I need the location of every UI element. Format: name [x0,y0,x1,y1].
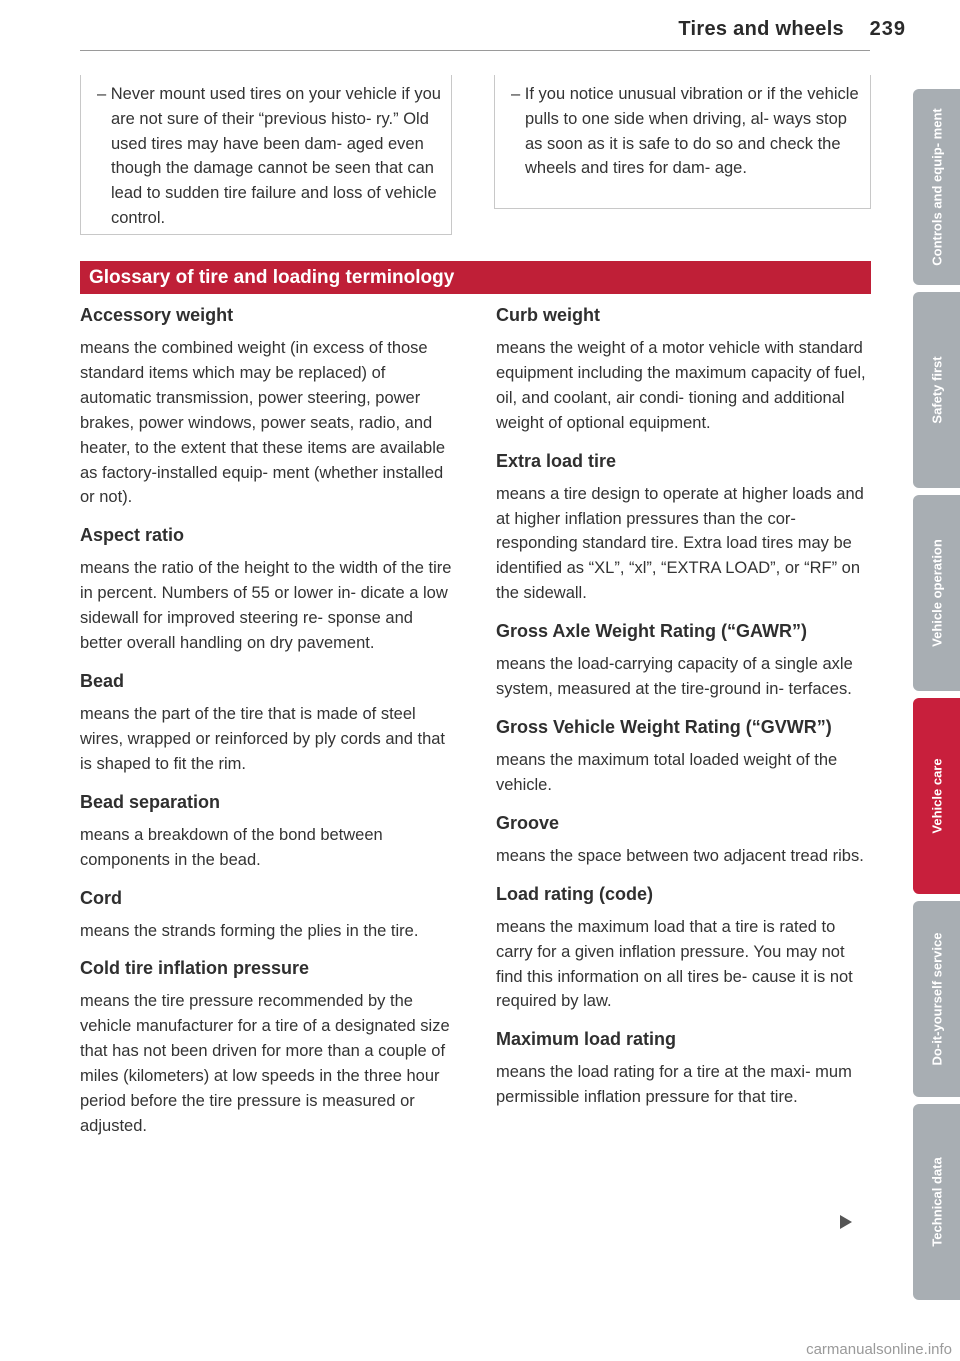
glossary-term: Load rating (code) [496,883,653,904]
glossary-definition: means the part of the tire that is made of steel wires, wrapped or reinforced by ply cords and that is shaped to fit the rim. [80,704,446,773]
glossary-term: Groove [496,812,560,833]
chapter-title: Tires and wheels [678,18,844,40]
glossary-definition: means the tire pressure recommended by the vehicle manufacturer for a tire of a designated size that has not been driven for more than a couple of miles (kilometers) at low speeds in the three hour period before the tire pressure is measured or adjusted. [80,992,450,1135]
glossary-entry [496,811,868,869]
glossary-term: Cold tire inflation pressure [80,958,310,979]
glossary-column-left [80,303,452,1152]
glossary-term: Gross Axle Weight Rating (“GAWR”) [496,621,808,642]
glossary-term: Curb weight [496,305,600,325]
header-divider [80,50,870,51]
tab-controls-and-equipment[interactable] [913,89,960,285]
glossary-entry [80,523,452,656]
glossary-definition: means the maximum total loaded weight of the vehicle. [496,750,838,794]
warning-note-right [494,75,871,209]
warning-note-left [80,75,452,235]
glossary-entry [80,956,452,1138]
tab-label: Vehicle operation [929,539,944,647]
glossary-entry [496,303,868,436]
tab-label: Do-it-yourself service [929,932,944,1066]
warning-note-right-text: – If you notice unusual vibration or if the vehicle pulls to one side when driving, al- ways stop as soon as it is safe to do so and check the wheels and tires for dam- age. [511,85,859,178]
glossary-entry [80,886,452,944]
glossary-term: Accessory weight [80,305,234,325]
glossary-term: Bead separation [80,791,221,812]
section-heading: Glossary of tire and loading terminology [80,261,871,294]
glossary-entry [80,669,452,777]
glossary-term: Bead [80,670,125,691]
glossary-column-right [496,303,868,1123]
glossary-definition: means the combined weight (in excess of those standard items which may be replaced) of automatic transmission, power steering, power brakes, power windows, power seats, radio, and heater, to the extent that these items are available as factory-installed equip- ment (whether installed or not). [80,339,446,507]
warning-note-left-text: – Never mount used tires on your vehicle if you are not sure of their “previous histo- ry.” Old used tires may have been dam- aged even though the damage cannot be seen that can lead to sudden tire failure and loss of vehicle control. [97,85,441,227]
glossary-definition: means the load rating for a tire at the maxi- mum permissible inflation pressure for that tire. [496,1063,852,1107]
glossary-definition: means the ratio of the height to the width of the tire in percent. Numbers of 55 or lower in- dicate a low sidewall for improved steering re- sponse and better overall handling on dry pavement. [80,559,452,653]
glossary-entry [496,715,868,798]
glossary-term: Gross Vehicle Weight Rating (“GVWR”) [496,716,832,737]
glossary-entry [496,619,868,702]
glossary-definition: means the space between two adjacent tread ribs. [496,846,864,865]
tab-label: Safety first [929,356,944,424]
glossary-entry [80,303,452,510]
watermark: carmanualsonline.info [806,1341,952,1358]
page-number: 239 [869,18,906,40]
glossary-entry [496,1027,868,1110]
glossary-definition: means the weight of a motor vehicle with standard equipment including the maximum capacity of fuel, oil, and coolant, air condi- tioning and additional weight of optional equipment. [496,339,866,432]
tab-vehicle-care[interactable] [913,698,960,894]
glossary-definition: means the maximum load that a tire is rated to carry for a given inflation pressure. You may not find this information on all tires be- cause it is not required by law. [496,917,853,1011]
glossary-entry [496,882,868,1015]
tab-do-it-yourself-service[interactable] [913,901,960,1097]
tab-label: Technical data [929,1157,944,1247]
glossary-definition: means a breakdown of the bond between components in the bead. [80,825,383,869]
glossary-definition: means a tire design to operate at higher loads and at higher inflation pressures than the cor- responding standard tire. Extra load tires may be identified as “XL”, “xl”, “EXTRA LOAD”, or “RF” on the sidewall. [496,484,864,603]
tab-safety-first[interactable] [913,292,960,488]
glossary-term: Extra load tire [496,450,617,471]
tab-technical-data[interactable] [913,1104,960,1300]
glossary-entry [496,449,868,607]
tab-label: Controls and equip- ment [929,108,944,266]
glossary-entry [80,790,452,873]
continue-arrow-icon [840,1215,852,1229]
glossary-term: Aspect ratio [80,525,185,546]
tab-vehicle-operation[interactable] [913,495,960,691]
glossary-term: Cord [80,887,122,908]
glossary-term: Maximum load rating [496,1029,677,1050]
tab-label: Vehicle care [929,758,944,834]
glossary-definition: means the strands forming the plies in the tire. [80,921,419,940]
glossary-definition: means the load-carrying capacity of a single axle system, measured at the tire-ground in- terfaces. [496,655,853,699]
